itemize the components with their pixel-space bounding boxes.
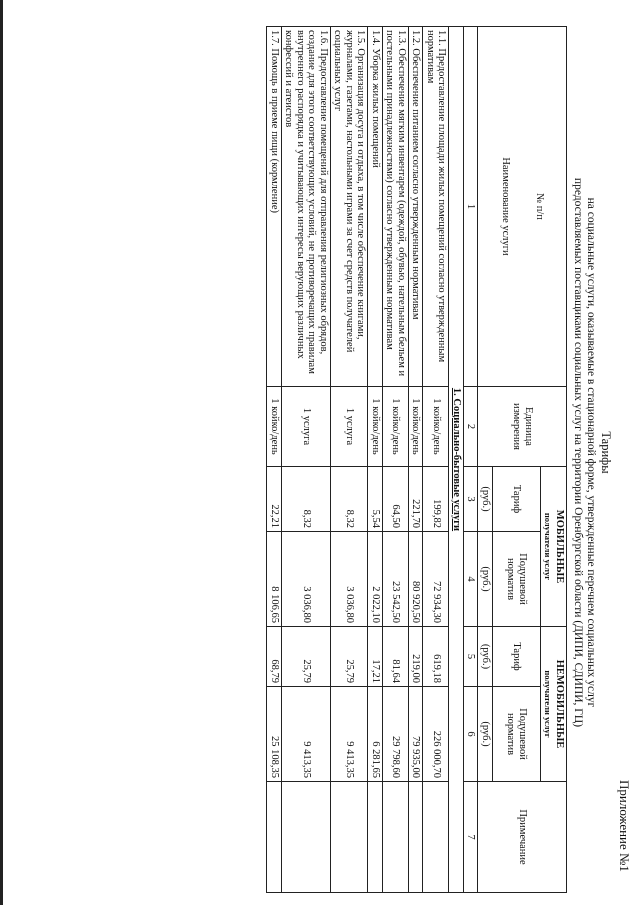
document-subtitle-2: предоставляемых поставщиками социальных услуг на территории Оренбургской области (ДИПИ, СДИПИ, ГЦ) — [572, 177, 584, 728]
immobile-tariff: 25,79 — [282, 627, 331, 687]
header-mobile-label: МОБИЛЬНЫЕ — [554, 509, 565, 584]
col-number: 6 — [464, 687, 479, 782]
header-rub-3: (руб.) — [478, 627, 493, 687]
col-number: 7 — [464, 782, 479, 893]
col-number: 5 — [464, 627, 479, 687]
service-name: 1.7. Помощь в приеме пищи (кормление) — [267, 27, 282, 387]
table-row — [331, 27, 369, 893]
table-row — [267, 27, 282, 893]
header-norm-1: Подушевой норматив — [493, 532, 541, 627]
immobile-norm: 9 413,35 — [331, 687, 369, 782]
col-number: 2 — [464, 387, 479, 467]
immobile-tariff: 25,79 — [331, 627, 369, 687]
immobile-norm: 29 798,60 — [383, 687, 409, 782]
header-num: № п/п — [533, 193, 545, 220]
service-name: 1.1. Предоставление площади жилых помещений согласно утвержденным нормативам — [423, 27, 449, 387]
header-note: Примечание — [478, 782, 567, 893]
immobile-tariff: 68,79 — [267, 627, 282, 687]
immobile-tariff: 219,00 — [409, 627, 424, 687]
mobile-norm: 72 934,30 — [423, 532, 449, 627]
mobile-tariff: 5,54 — [368, 467, 383, 532]
service-note — [368, 782, 383, 893]
header-name-label: Наименование услуги — [500, 157, 512, 256]
service-name: 1.5. Организация досуга и отдыха, в том числе обеспечение книгами, журналами, газетами, настольными играми за счет средств получателей социальных услуг — [331, 27, 369, 387]
service-note — [383, 782, 409, 893]
service-note — [282, 782, 331, 893]
section-title: 1. Социально-бытовые услуги — [449, 27, 464, 893]
mobile-tariff: 221,70 — [409, 467, 424, 532]
table-row — [423, 27, 449, 893]
service-name: 1.2. Обеспечение питанием согласно утвержденным нормативам — [409, 27, 424, 387]
col-number: 3 — [464, 467, 479, 532]
service-unit: 1 услуга — [331, 387, 369, 467]
table-row — [368, 27, 383, 893]
mobile-norm: 3 036,80 — [282, 532, 331, 627]
tariff-table — [267, 26, 568, 893]
header-norm-2: Подушевой норматив — [493, 687, 541, 782]
mobile-tariff: 8,32 — [282, 467, 331, 532]
service-unit: 1 койко/день — [423, 387, 449, 467]
mobile-norm: 2 022,10 — [368, 532, 383, 627]
immobile-norm: 6 281,65 — [368, 687, 383, 782]
mobile-tariff: 8,32 — [331, 467, 369, 532]
service-unit: 1 койко/день — [368, 387, 383, 467]
immobile-norm: 79 935,00 — [409, 687, 424, 782]
mobile-tariff: 64,50 — [383, 467, 409, 532]
service-note — [423, 782, 449, 893]
service-note — [267, 782, 282, 893]
header-tariff-2: Тариф — [493, 627, 541, 687]
immobile-tariff: 81,64 — [383, 627, 409, 687]
mobile-norm: 8 106,65 — [267, 532, 282, 627]
header-immobile — [541, 627, 567, 782]
header-mobile — [541, 467, 567, 627]
mobile-tariff: 22,21 — [267, 467, 282, 532]
mobile-norm: 80 920,50 — [409, 532, 424, 627]
service-name: 1.4. Уборка жилых помещений — [368, 27, 383, 387]
col-number: 4 — [464, 532, 479, 627]
header-immobile-label: НЕМОБИЛЬНЫЕ — [554, 659, 565, 749]
immobile-tariff: 17,21 — [368, 627, 383, 687]
header-rub-4: (руб.) — [478, 687, 493, 782]
table-row — [282, 27, 331, 893]
service-unit: 1 услуга — [282, 387, 331, 467]
immobile-norm: 226 000,70 — [423, 687, 449, 782]
mobile-norm: 23 542,50 — [383, 532, 409, 627]
header-immobile-sub: получатели услуг — [543, 670, 554, 738]
header-unit: Единица измерения — [478, 387, 567, 467]
appendix-label: Приложение №1 — [617, 780, 632, 872]
service-unit: 1 койко/день — [383, 387, 409, 467]
header-tariff-1: Тариф — [493, 467, 541, 532]
header-rub-2: (руб.) — [478, 532, 493, 627]
col-number: 1 — [464, 27, 479, 387]
service-note — [331, 782, 369, 893]
service-name: 1.6. Предоставление помещений для отправления религиозных обрядов, создание для этого соответствующих условий, не противоречащих правилам внутреннего распорядка и учитывающих интересы верующих различных конфессий и атеистов — [282, 27, 331, 387]
mobile-norm: 3 036,80 — [331, 532, 369, 627]
table-row — [383, 27, 409, 893]
immobile-tariff: 619,18 — [423, 627, 449, 687]
table-row — [409, 27, 424, 893]
header-mobile-sub: получатели услуг — [543, 512, 554, 581]
immobile-norm: 9 413,35 — [282, 687, 331, 782]
header-name — [478, 27, 567, 387]
immobile-norm: 25 108,35 — [267, 687, 282, 782]
service-unit: 1 койко/день — [409, 387, 424, 467]
document-title: Тарифы — [599, 431, 613, 474]
header-rub-1: (руб.) — [478, 467, 493, 532]
document-subtitle-1: на социальные услуги, оказываемые в стационарной форме, утвержденные перечнем социальных услуг — [585, 197, 597, 708]
mobile-tariff: 199,82 — [423, 467, 449, 532]
service-name: 1.3. Обеспечение мягким инвентарем (одеждой, обувью, нательным бельем и постельными принадлежностями) согласно утвержденным нормативам — [383, 27, 409, 387]
service-note — [409, 782, 424, 893]
service-unit: 1 койко/день — [267, 387, 282, 467]
